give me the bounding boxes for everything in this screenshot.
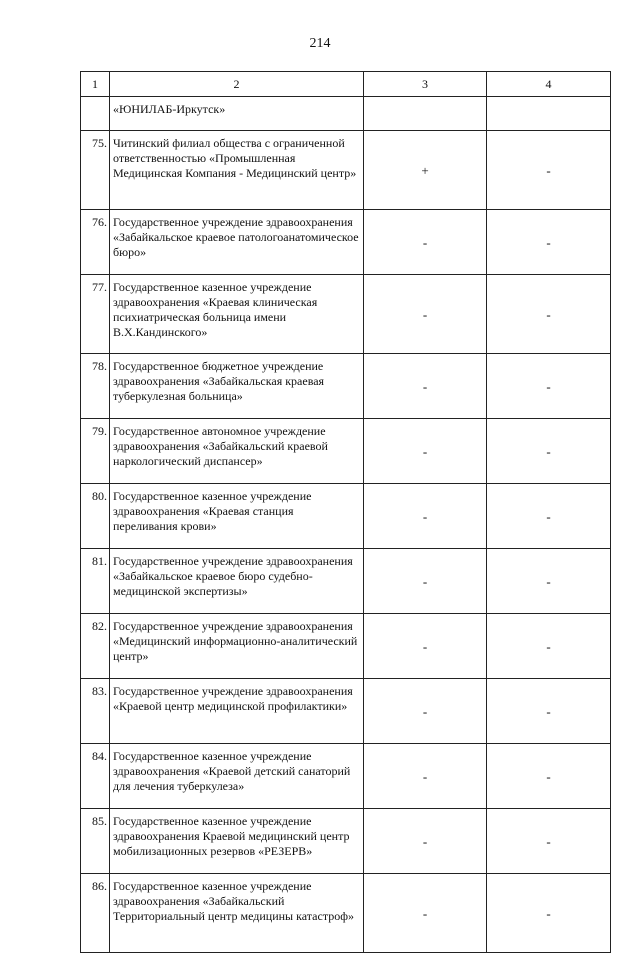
row-number: 79. bbox=[81, 419, 110, 484]
column-4-mark: - bbox=[487, 354, 611, 419]
row-number: 85. bbox=[81, 809, 110, 874]
organization-name: «ЮНИЛАБ-Иркутск» bbox=[110, 97, 364, 131]
organization-name: Государственное учреждение здравоохранения «Забайкальское краевое бюро судебно-медицинской экспертизы» bbox=[110, 549, 364, 614]
table-row bbox=[81, 210, 611, 275]
row-number: 83. bbox=[81, 679, 110, 744]
column-4-mark: - bbox=[487, 614, 611, 679]
column-4-mark: - bbox=[487, 549, 611, 614]
table-row bbox=[81, 131, 611, 210]
table-row bbox=[81, 614, 611, 679]
column-3-mark: - bbox=[364, 679, 487, 744]
organization-name: Государственное учреждение здравоохранения «Забайкальское краевое патологоанатомическое бюро» bbox=[110, 210, 364, 275]
organization-name: Государственное учреждение здравоохранения «Краевой центр медицинской профилактики» bbox=[110, 679, 364, 744]
table-row bbox=[81, 679, 611, 744]
column-4-mark: - bbox=[487, 131, 611, 210]
organizations-table bbox=[80, 71, 611, 953]
organization-name: Государственное бюджетное учреждение здравоохранения «Забайкальская краевая туберкулезная больница» bbox=[110, 354, 364, 419]
column-4-mark: - bbox=[487, 419, 611, 484]
row-number: 81. bbox=[81, 549, 110, 614]
column-3-mark: - bbox=[364, 874, 487, 953]
column-4-mark: - bbox=[487, 484, 611, 549]
organization-name: Государственное учреждение здравоохранения «Медицинский информационно-аналитический центр» bbox=[110, 614, 364, 679]
table-row bbox=[81, 809, 611, 874]
table-row bbox=[81, 744, 611, 809]
organization-name: Государственное автономное учреждение здравоохранения «Забайкальский краевой наркологический диспансер» bbox=[110, 419, 364, 484]
column-4-mark: - bbox=[487, 275, 611, 354]
column-3-mark: - bbox=[364, 419, 487, 484]
column-4-mark: - bbox=[487, 744, 611, 809]
column-header-3: 3 bbox=[364, 72, 487, 97]
table-row bbox=[81, 549, 611, 614]
column-4-mark bbox=[487, 97, 611, 131]
row-number: 80. bbox=[81, 484, 110, 549]
organization-name: Государственное казенное учреждение здравоохранения «Краевая станция переливания крови» bbox=[110, 484, 364, 549]
table-row bbox=[81, 484, 611, 549]
row-number: 78. bbox=[81, 354, 110, 419]
column-3-mark: - bbox=[364, 809, 487, 874]
column-header-2: 2 bbox=[110, 72, 364, 97]
column-3-mark: - bbox=[364, 210, 487, 275]
column-3-mark: - bbox=[364, 549, 487, 614]
column-4-mark: - bbox=[487, 809, 611, 874]
row-number: 75. bbox=[81, 131, 110, 210]
page-number: 214 bbox=[309, 36, 331, 51]
column-3-mark: - bbox=[364, 354, 487, 419]
continued-row bbox=[81, 97, 611, 131]
column-4-mark: - bbox=[487, 874, 611, 953]
table-row bbox=[81, 275, 611, 354]
column-4-mark: - bbox=[487, 679, 611, 744]
column-3-mark: + bbox=[364, 131, 487, 210]
column-3-mark: - bbox=[364, 744, 487, 809]
organization-name: Государственное казенное учреждение здравоохранения «Забайкальский Территориальный центр медицины катастроф» bbox=[110, 874, 364, 953]
column-header-1: 1 bbox=[81, 72, 110, 97]
table-row bbox=[81, 419, 611, 484]
organization-name: Государственное казенное учреждение здравоохранения «Краевая клиническая психиатрическая больница имени В.Х.Кандинского» bbox=[110, 275, 364, 354]
column-numbers-row bbox=[81, 72, 611, 97]
table-row bbox=[81, 354, 611, 419]
column-header-4: 4 bbox=[487, 72, 611, 97]
column-3-mark: - bbox=[364, 484, 487, 549]
column-4-mark: - bbox=[487, 210, 611, 275]
column-3-mark bbox=[364, 97, 487, 131]
organization-name: Государственное казенное учреждение здравоохранения «Краевой детский санаторий для лечения туберкулеза» bbox=[110, 744, 364, 809]
row-number: 82. bbox=[81, 614, 110, 679]
organization-name: Государственное казенное учреждение здравоохранения Краевой медицинский центр мобилизационных резервов «РЕЗЕРВ» bbox=[110, 809, 364, 874]
row-number: 76. bbox=[81, 210, 110, 275]
table-row bbox=[81, 874, 611, 953]
row-number: 86. bbox=[81, 874, 110, 953]
organization-name: Читинский филиал общества с ограниченной ответственностью «Промышленная Медицинская Компания - Медицинский центр» bbox=[110, 131, 364, 210]
row-number bbox=[81, 97, 110, 131]
column-3-mark: - bbox=[364, 275, 487, 354]
row-number: 84. bbox=[81, 744, 110, 809]
row-number: 77. bbox=[81, 275, 110, 354]
column-3-mark: - bbox=[364, 614, 487, 679]
